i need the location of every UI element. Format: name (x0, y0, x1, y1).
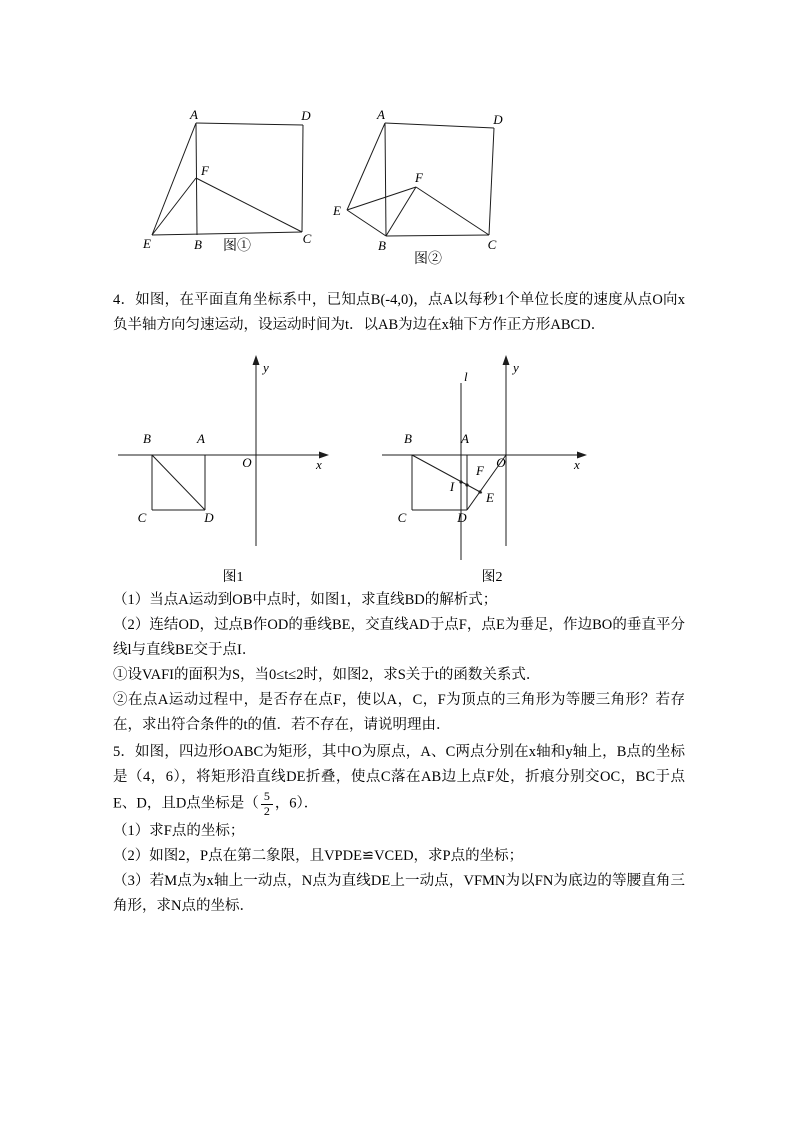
point-label-E: E (486, 490, 494, 505)
question-item-3: （3）若M点为x轴上一动点，N点为直线DE上一动点，VFMN为以FN为底边的等腰直角三角形，求N点的坐标． (113, 872, 685, 914)
segment-FC (196, 178, 302, 232)
problem-5-intro (113, 740, 685, 819)
problem-4-items (113, 588, 685, 738)
point-label-B: B (143, 431, 151, 446)
point-label-C: C (397, 510, 407, 525)
figure-coordinate-systems (110, 350, 610, 590)
question-item-3: ①设VAFI的面积为S，当0≤t≤2时，如图2，求S关于t的函数关系式． (113, 667, 541, 683)
problem-4-intro: 4．如图，在平面直角坐标系中，已知点B(-4,0)，点A以每秒1个单位长度的速度从点O向x负半轴方向匀速运动，设运动时间为t．以AB为边在x轴下方作正方形ABCD． (113, 292, 685, 333)
point-F (465, 483, 468, 486)
point-label-I: I (449, 479, 455, 494)
edge-AD (196, 123, 303, 125)
coordinate-figure-2 (382, 355, 587, 585)
edge-AE (152, 123, 196, 235)
fraction-denominator: 2 (261, 804, 273, 819)
segment-FC (416, 187, 489, 235)
y-axis-arrow (253, 355, 260, 365)
fraction-numerator: 5 (263, 789, 270, 803)
figure-quad-1 (142, 107, 312, 254)
point-label-B: B (404, 431, 412, 446)
point-label-C: C (302, 231, 312, 246)
segment-BF (386, 187, 416, 236)
figure-caption-coord2: 图2 (481, 570, 503, 585)
point-label-D: D (301, 108, 311, 123)
point-label-B: B (378, 238, 386, 253)
edge-DC (302, 125, 303, 232)
segment-BE (412, 455, 482, 493)
problem-5 (113, 740, 685, 919)
coordinate-figure-1 (118, 355, 329, 585)
question-item-2: （2）如图2，P点在第二象限，且VPDE≌VCED，求P点的坐标； (113, 847, 524, 864)
point-label-E: E (143, 236, 151, 251)
point-label-F: F (415, 170, 423, 185)
point-I (459, 480, 462, 483)
question-item-1: （1）当点A运动到OB中点时，如图1，求直线BD的解析式； (113, 592, 498, 608)
point-label-D: D (457, 510, 467, 525)
point-label-E: E (333, 203, 341, 218)
point-label-C: C (137, 510, 147, 525)
line-l-label: l (464, 369, 468, 384)
point-label-A: A (190, 107, 198, 122)
figure-caption-1: 图① (223, 239, 251, 254)
point-label-A: A (461, 431, 469, 446)
edge-AD (385, 123, 494, 128)
y-axis-label: y (513, 360, 519, 375)
x-axis-label: x (574, 457, 580, 472)
y-axis-arrow (503, 355, 510, 365)
segment-EF (347, 187, 416, 210)
segment-EF (152, 178, 196, 235)
x-axis-label: x (316, 457, 322, 472)
point-label-D: D (204, 510, 214, 525)
question-item-1: （1）求F点的坐标； (113, 822, 245, 839)
problem-5-intro-text-b: ，6）． (274, 795, 319, 812)
point-label-A: A (377, 107, 385, 122)
figure-caption-coord1: 图1 (222, 570, 244, 585)
point-label-D: D (493, 112, 503, 127)
point-E (478, 490, 481, 493)
y-axis-label: y (263, 360, 269, 375)
point-label-C: C (487, 237, 497, 252)
point-label-F: F (476, 463, 484, 478)
edge-EB (347, 210, 386, 236)
question-item-4: ②在点A运动过程中，是否存在点F，使以A，C，F为顶点的三角形为等腰三角形？若存在，求出符合条件的t的值．若不存在，请说明理由． (113, 692, 685, 733)
segment-AB (385, 123, 386, 236)
origin-label: O (496, 455, 506, 470)
figure-caption-2: 图② (414, 252, 442, 267)
fraction-five-halves (261, 790, 273, 819)
question-item-2: （2）连结OD，过点B作OD的垂线BE，交直线AD于点F，点E为垂足，作边BO的垂直平分线l与直线BE交于点I． (113, 617, 685, 658)
edge-AE (347, 123, 385, 210)
segment-AB (196, 123, 197, 235)
point-label-A: A (197, 431, 205, 446)
figure-top-quadrilaterals (130, 103, 530, 278)
figure-quad-2 (332, 107, 503, 267)
origin-label: O (242, 455, 252, 470)
edge-EC (152, 232, 302, 235)
problem-5-intro-text-a: 5．如图，四边形OABC为矩形，其中O为原点，A、C两点分别在x轴和y轴上，B点的坐标是（4，6），将矩形沿直线DE折叠，使点C落在AB边上点F处，折痕分别交OC，BC于点E、D，且D点坐标是（ (113, 744, 685, 812)
point-label-B: B (194, 237, 202, 252)
edge-DC (489, 128, 494, 235)
diagonal-BD (152, 455, 205, 510)
edge-BC (386, 235, 489, 236)
point-label-F: F (201, 163, 209, 178)
